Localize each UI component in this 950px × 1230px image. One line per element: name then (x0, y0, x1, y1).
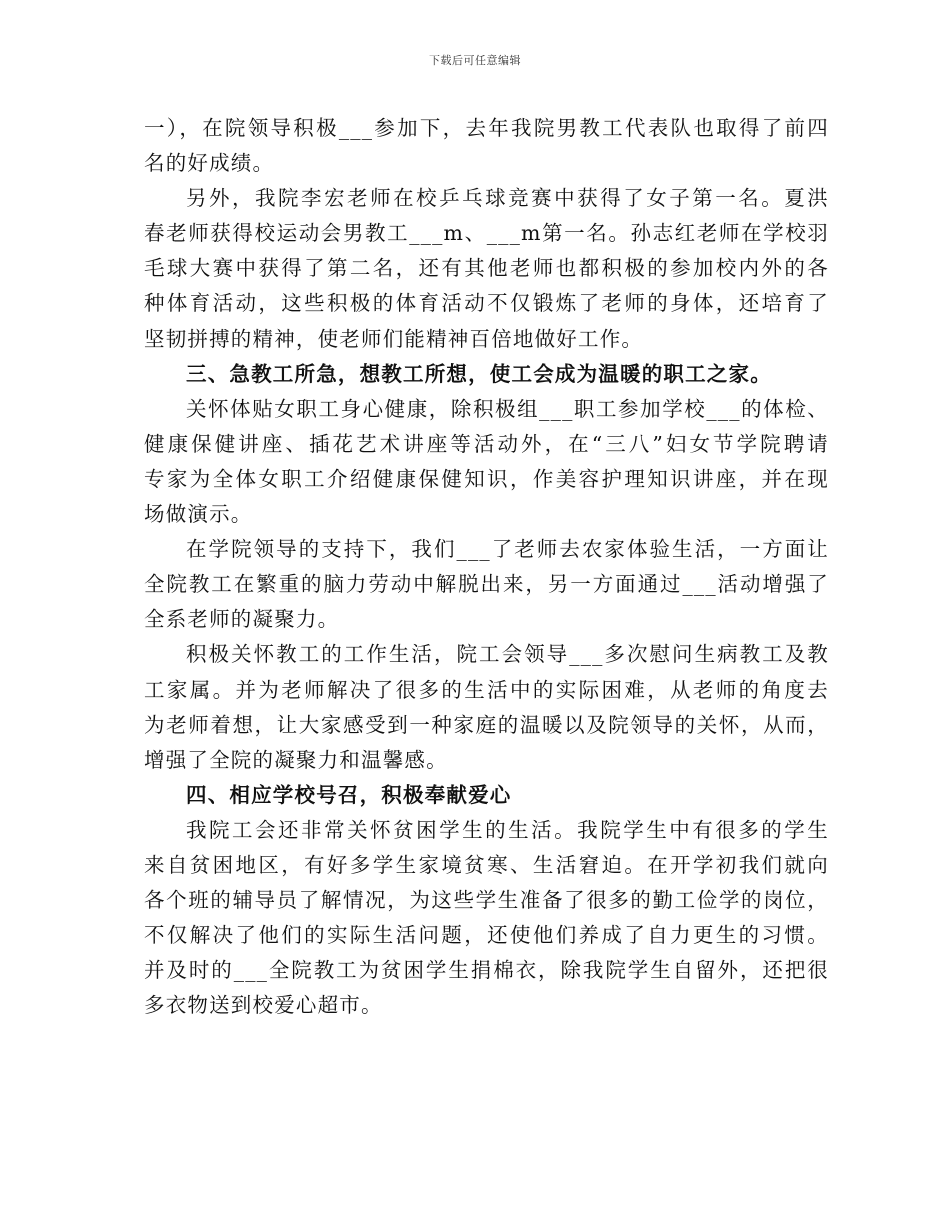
paragraph-line: 为老师着想，让大家感受到一种家庭的温暖以及院领导的关怀，从而， (144, 712, 829, 737)
paragraph-line: 工家属。并为老师解决了很多的生活中的实际困难，从老师的角度去 (144, 677, 829, 702)
paragraph-line: 全系老师的凝聚力。 (144, 607, 340, 632)
paragraph-line: 积极关怀教工的工作生活，院工会领导___多次慰问生病教工及教 (186, 642, 829, 667)
paragraph-line: 各个班的辅导员了解情况，为这些学生准备了很多的勤工俭学的岗位， (144, 888, 829, 913)
paragraph-line: 场做演示。 (144, 502, 253, 527)
document-body (144, 111, 829, 1023)
paragraph-line: 另外，我院李宏老师在校乒乓球竞赛中获得了女子第一名。夏洪 (186, 186, 829, 211)
paragraph-line: 来自贫困地区，有好多学生家境贫寒、生活窘迫。在开学初我们就向 (144, 852, 829, 877)
paragraph-line: 名的好成绩。 (144, 151, 275, 176)
paragraph-line: 不仅解决了他们的实际生活问题，还使他们养成了自力更生的习惯。 (144, 923, 829, 948)
paragraph-line: 全院教工在繁重的脑力劳动中解脱出来，另一方面通过___活动增强了 (144, 572, 829, 597)
paragraph-line: 我院工会还非常关怀贫困学生的生活。我院学生中有很多的学生 (186, 817, 829, 842)
paragraph-line: 毛球大赛中获得了第二名，还有其他老师也都积极的参加校内外的各 (144, 256, 829, 281)
section-heading: 三、急教工所急，想教工所想，使工会成为温暖的职工之家。 (186, 361, 772, 386)
paragraph-line: 健康保健讲座、插花艺术讲座等活动外，在“三八”妇女节学院聘请 (144, 431, 829, 456)
paragraph-line: 坚韧拼搏的精神，使老师们能精神百倍地做好工作。 (144, 326, 644, 351)
page-header-note: 下载后可任意编辑 (429, 54, 521, 67)
paragraph-line: 增强了全院的凝聚力和温馨感。 (144, 747, 448, 772)
paragraph-line: 春老师获得校运动会男教工___m、___m第一名。孙志红老师在学校羽 (144, 221, 829, 246)
paragraph-line: 并及时的___全院教工为贫困学生捐棉衣，除我院学生自留外，还把很 (144, 958, 829, 983)
paragraph-line: 在学院领导的支持下，我们___了老师去农家体验生活，一方面让 (186, 537, 829, 562)
paragraph-line: 种体育活动，这些积极的体育活动不仅锻炼了老师的身体，还培育了 (144, 291, 829, 316)
paragraph-line: 专家为全体女职工介绍健康保健知识，作美容护理知识讲座，并在现 (144, 466, 829, 491)
paragraph-line: 多衣物送到校爱心超市。 (144, 993, 383, 1018)
paragraph-line: 一），在院领导积极___参加下，去年我院男教工代表队也取得了前四 (144, 116, 829, 140)
section-heading: 四、相应学校号召，积极奉献爱心 (186, 782, 512, 807)
paragraph-line: 关怀体贴女职工身心健康，除积极组___职工参加学校___的体检、 (186, 396, 829, 421)
